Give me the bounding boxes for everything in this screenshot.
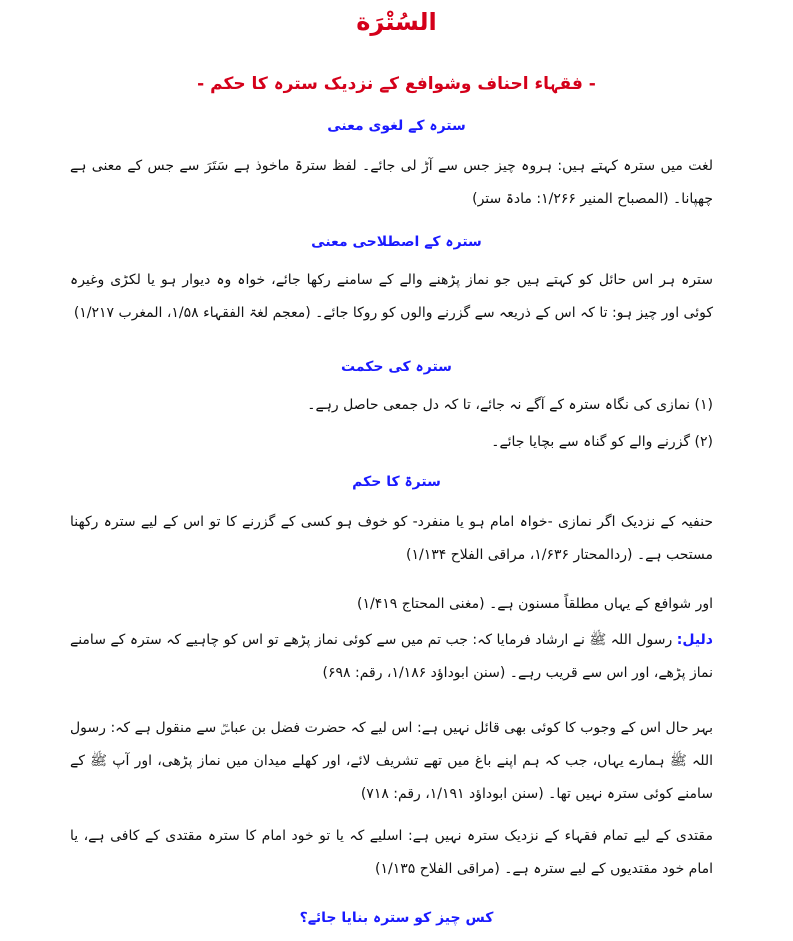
paragraph-wujub: بہر حال اس کے وجوب کا کوئی بھی قائل نہیں ہے: اس لیے کہ حضرت فضل بن عباسؓ سے منقول ہے کہ: رسول اللہ ﷺ ہمارے یہاں، جب کہ ہم اپنے باغ میں تھے تشریف لائے، اور کھلے میدان میں نماز پڑھی، اور آپ ﷺ کے سامنے کوئی سترہ نہیں تھا۔ (سنن ابوداؤد ۱/۱۹۱، رقم: ۷۱۸) [70,720,713,802]
paragraph-dalil [70,624,713,690]
heading-hukm: سترۃ کا حکم [352,474,441,490]
heading-lughawi: سترہ کے لغوی معنی [327,118,466,134]
page-title: السُتْرَة [356,8,437,36]
heading-istilahi: سترہ کے اصطلاحی معنی [311,234,482,250]
dalil-text: رسول اللہ ﷺ نے ارشاد فرمایا کہ: جب تم میں سے کوئی نماز پڑھے تو اس کو چاہیے کہ سترہ کے سامنے نماز پڑھے، اور اس سے قریب رہے۔ (سنن ابوداؤد ۱/۱۸۶، رقم: ۶۹۸) [70,632,713,681]
dalil-label: دلیل: [676,632,713,648]
paragraph-lughawi: لغت میں سترہ کہتے ہیں: ہروہ چیز جس سے آڑ لی جائے۔ لفظ سترۃ ماخوذ ہے سَتَرَ سے جس کے معنی ہے چھپانا۔ (المصباح المنیر ۱/۲۶۶: مادۃ ستر) [70,158,713,207]
paragraph-hanafiyya: حنفیہ کے نزدیک اگر نمازی -خواہ امام ہو یا منفرد- کو خوف ہو کسی کے گزرنے کا تو اس کے لیے سترہ رکھنا مستحب ہے۔ (ردالمحتار ۱/۶۳۶، مراقی الفلاح ۱/۱۳۴) [70,514,713,563]
heading-hikmat: سترہ کی حکمت [341,359,452,375]
list-item-hikmat-1: (۱) نمازی کی نگاہ سترہ کے آگے نہ جائے، تا کہ دل جمعی حاصل رہے۔ [307,397,713,413]
paragraph-shawafi: اور شوافع کے یہاں مطلقاً مسنون ہے۔ (مغنی المحتاج ۱/۴۱۹) [357,596,713,612]
list-item-hikmat-2: (۲) گزرنے والے کو گناہ سے بچایا جائے۔ [491,434,713,450]
paragraph-muqtadi: مقتدی کے لیے تمام فقہاء کے نزدیک سترہ نہیں ہے: اسلیے کہ یا تو خود امام کا سترہ مقتدی کے کافی ہے، یا امام خود مقتدیوں کے لیے سترہ ہے۔ (مراقی الفلاح ۱/۱۳۵) [70,828,713,877]
heading-kis-cheez: کس چیز کو سترہ بنایا جائے؟ [299,910,494,926]
page-subtitle: - فقہاء احناف وشوافع کے نزدیک سترہ کا حکم - [197,74,596,94]
paragraph-istilahi: سترہ ہر اس حائل کو کہتے ہیں جو نماز پڑھنے والے کے سامنے رکھا جائے، خواہ وہ دیوار ہو یا لکڑی وغیرہ کوئی اور چیز ہو: تا کہ اس کے ذریعہ سے گزرنے والوں کو روکا جائے۔ (معجم لغۃ الفقہاء ۱/۵۸، المغرب ۱/۲۱۷) [70,272,713,321]
